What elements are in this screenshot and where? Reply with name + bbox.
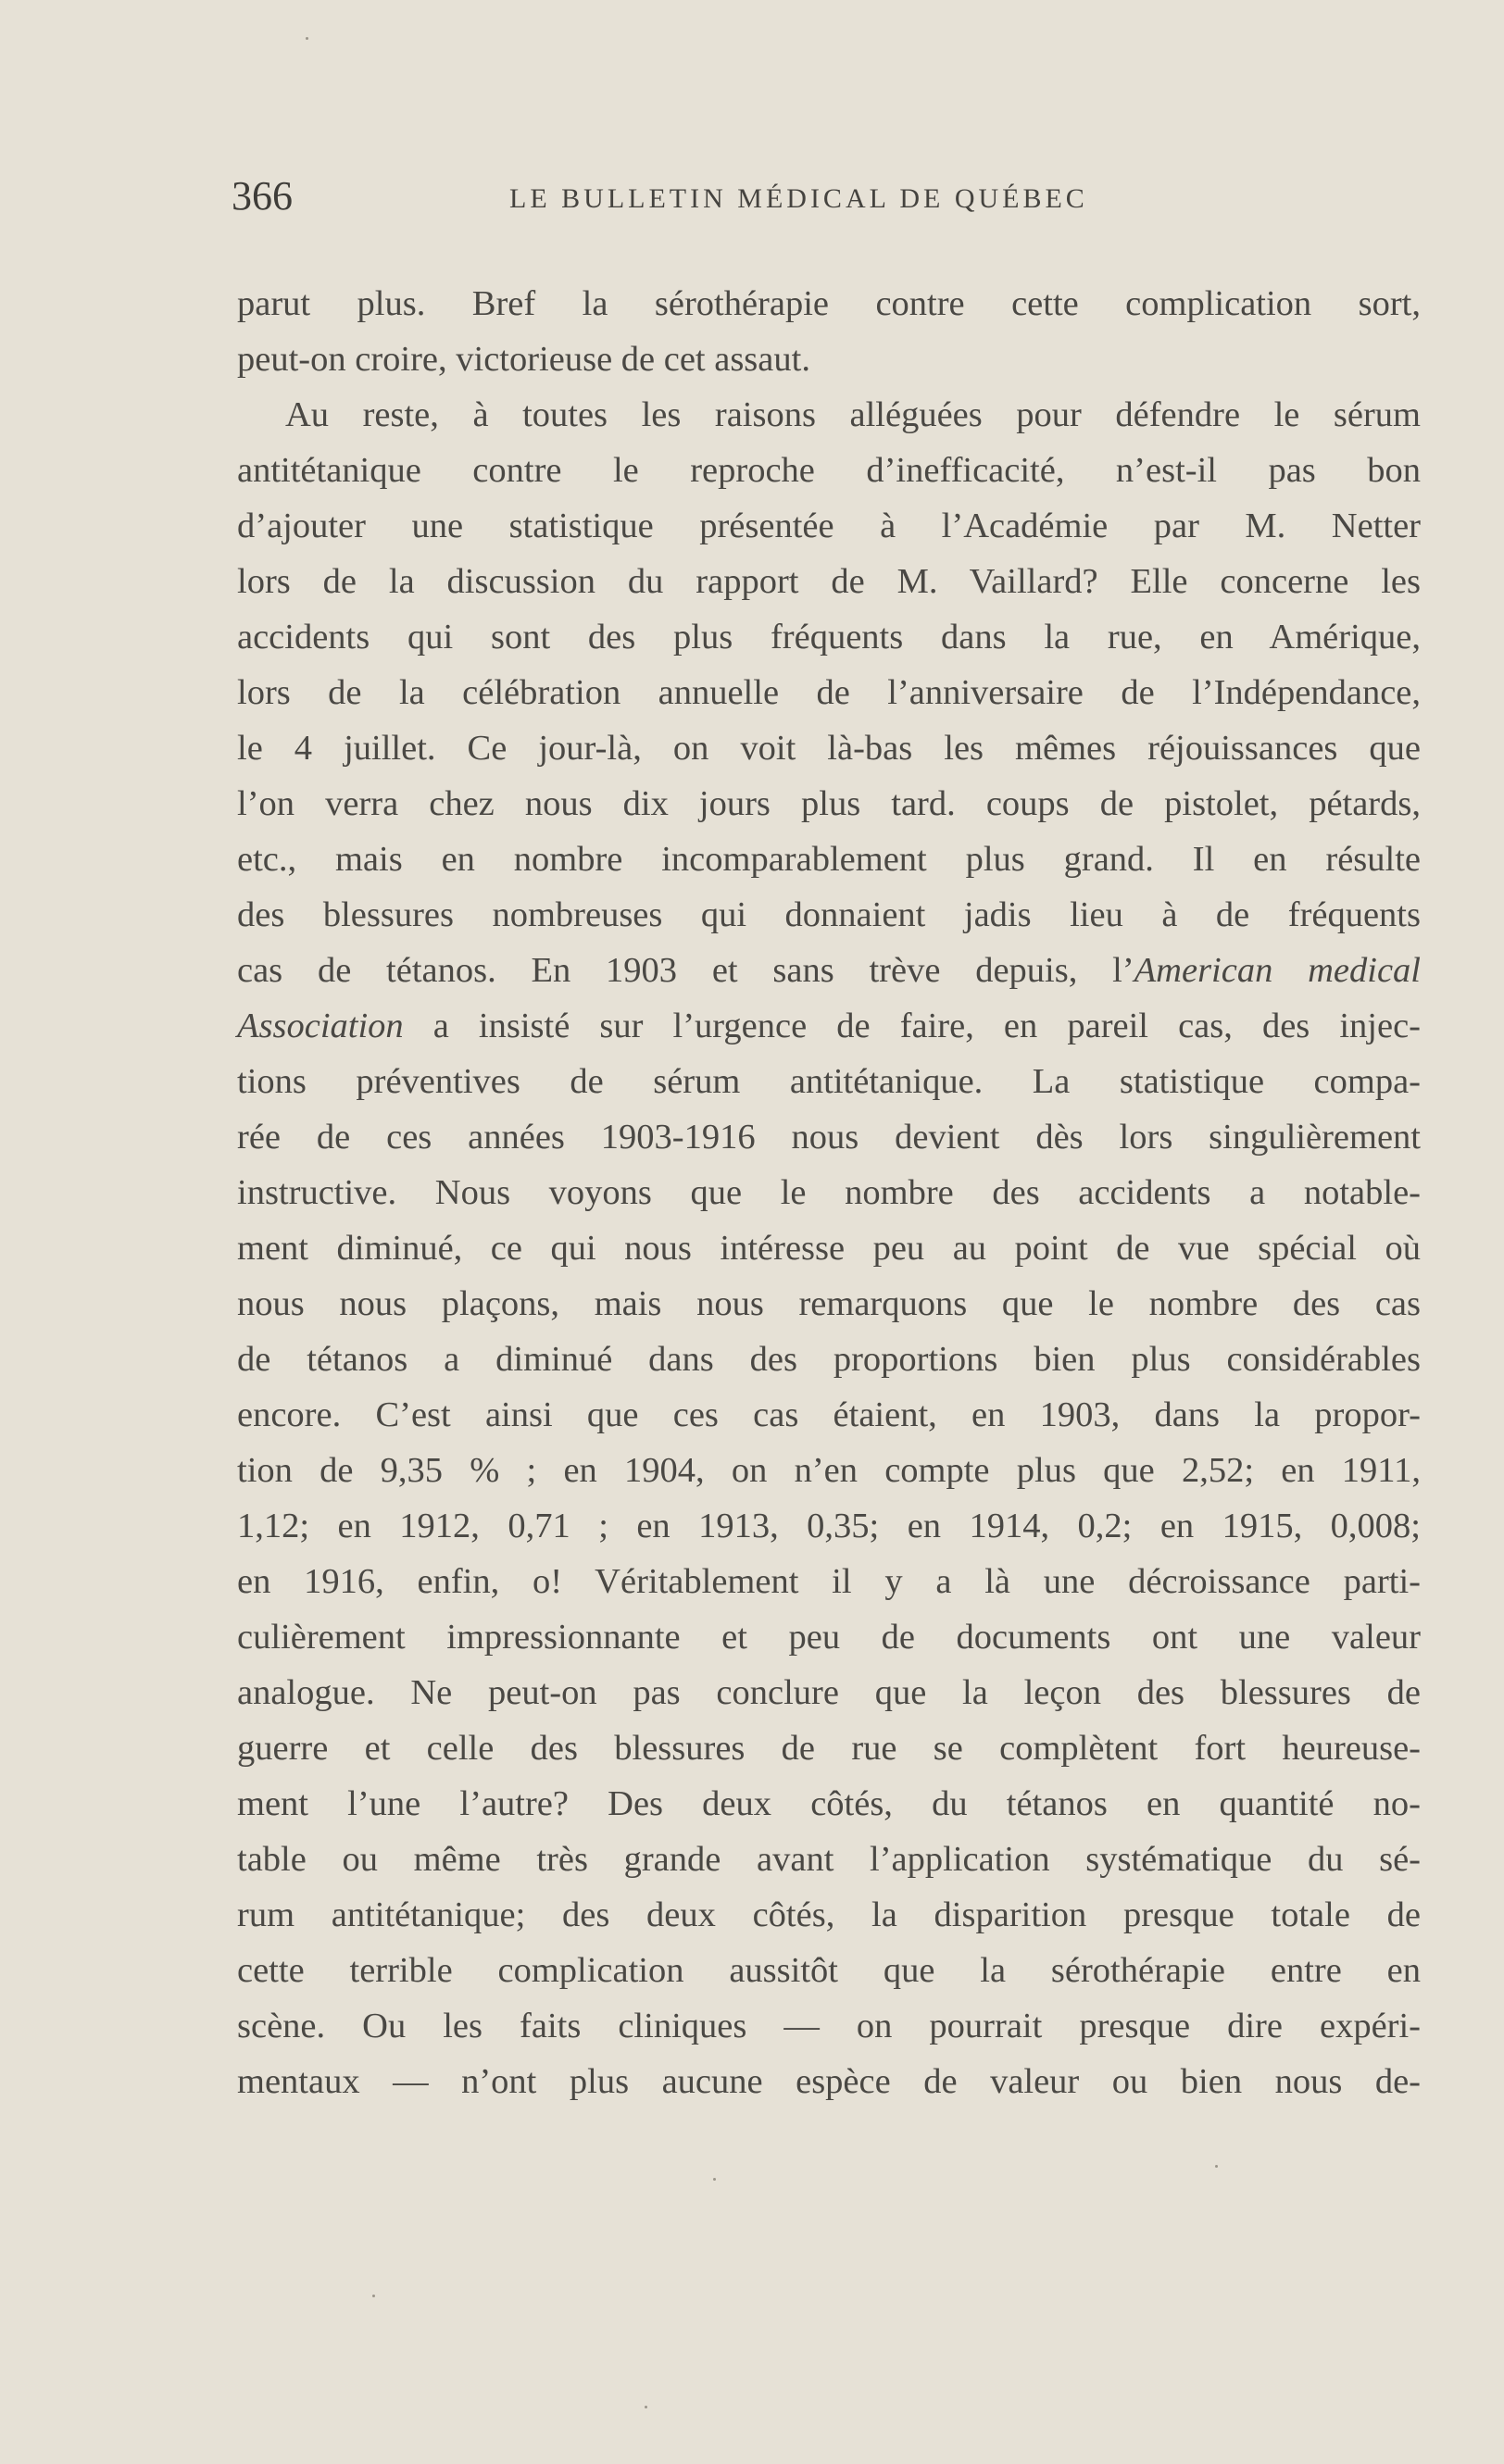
text-line: 1,12; en 1912, 0,71 ; en 1913, 0,35; en 1914, 0,2; en 1915, 0,008; (237, 1507, 1421, 1545)
text-line: lors de la discussion du rapport de M. Vaillard? Elle concerne les (237, 562, 1421, 601)
running-head: LE BULLETIN MÉDICAL DE QUÉBEC (509, 183, 1088, 214)
text-line (237, 998, 1421, 1054)
paper-speck (1215, 2165, 1218, 2168)
text-line: peut-on croire, victorieuse de cet assaut. (237, 340, 810, 379)
page-number: 366 (232, 173, 293, 219)
text-line: tion de 9,35 % ; en 1904, on n’en compte plus que 2,52; en 1911, (237, 1451, 1421, 1490)
paper-speck (372, 2295, 375, 2297)
text-line: cette terrible complication aussitôt que la sérothérapie entre en (237, 1951, 1421, 1990)
text-line: tions préventives de sérum antitétanique. La statistique compa- (237, 1062, 1421, 1101)
text-line: antitétanique contre le reproche d’inefficacité, n’est-il pas bon (237, 451, 1421, 490)
page-header (232, 172, 1426, 228)
text-run: a insisté sur l’urgence de faire, en pareil cas, des injec- (403, 1007, 1421, 1045)
text-line: rum antitétanique; des deux côtés, la disparition presque totale de (237, 1895, 1421, 1934)
italic-title: American medical (1134, 951, 1421, 990)
text-line (237, 943, 1421, 998)
text-line: parut plus. Bref la sérothérapie contre cette complication sort, (237, 284, 1421, 323)
text-line: encore. C’est ainsi que ces cas étaient, en 1903, dans la propor- (237, 1395, 1421, 1434)
text-line: le 4 juillet. Ce jour-là, on voit là-bas les mêmes réjouissances que (237, 729, 1421, 768)
text-line: ment diminué, ce qui nous intéresse peu au point de vue spécial où (237, 1229, 1421, 1268)
text-line: mentaux — n’ont plus aucune espèce de valeur ou bien nous de- (237, 2062, 1421, 2101)
text-line: ment l’une l’autre? Des deux côtés, du tétanos en quantité no- (237, 1784, 1421, 1823)
text-line: accidents qui sont des plus fréquents dans la rue, en Amérique, (237, 618, 1421, 657)
text-line: scène. Ou les faits cliniques — on pourrait presque dire expéri- (237, 2007, 1421, 2045)
text-line: analogue. Ne peut-on pas conclure que la leçon des blessures de (237, 1673, 1421, 1712)
paper-speck (306, 37, 308, 40)
text-line: l’on verra chez nous dix jours plus tard. coups de pistolet, pétards, (237, 784, 1421, 823)
paper-speck (645, 2406, 647, 2408)
text-run: cas de tétanos. En 1903 et sans trève depuis, l’ (237, 951, 1134, 990)
text-line: nous nous plaçons, mais nous remarquons que le nombre des cas (237, 1284, 1421, 1323)
text-line: en 1916, enfin, o! Véritablement il y a là une décroissance parti- (237, 1562, 1421, 1601)
text-line: lors de la célébration annuelle de l’anniversaire de l’Indépendance, (237, 673, 1421, 712)
text-line: Au reste, à toutes les raisons alléguées pour défendre le sérum (285, 395, 1421, 434)
text-line: de tétanos a diminué dans des proportions bien plus considérables (237, 1340, 1421, 1379)
text-line: table ou même très grande avant l’application systématique du sé- (237, 1840, 1421, 1879)
italic-title: Association (237, 1007, 404, 1045)
text-line: d’ajouter une statistique présentée à l’Académie par M. Netter (237, 507, 1421, 545)
text-line: rée de ces années 1903-1916 nous devient dès lors singulièrement (237, 1118, 1421, 1157)
text-line: etc., mais en nombre incomparablement plus grand. Il en résulte (237, 840, 1421, 879)
text-line: instructive. Nous voyons que le nombre des accidents a notable- (237, 1173, 1421, 1212)
text-line: culièrement impressionnante et peu de documents ont une valeur (237, 1618, 1421, 1657)
paper-speck (713, 2178, 716, 2181)
text-line: des blessures nombreuses qui donnaient jadis lieu à de fréquents (237, 895, 1421, 934)
body-text (237, 276, 1421, 2109)
text-line: guerre et celle des blessures de rue se complètent fort heureuse- (237, 1729, 1421, 1768)
